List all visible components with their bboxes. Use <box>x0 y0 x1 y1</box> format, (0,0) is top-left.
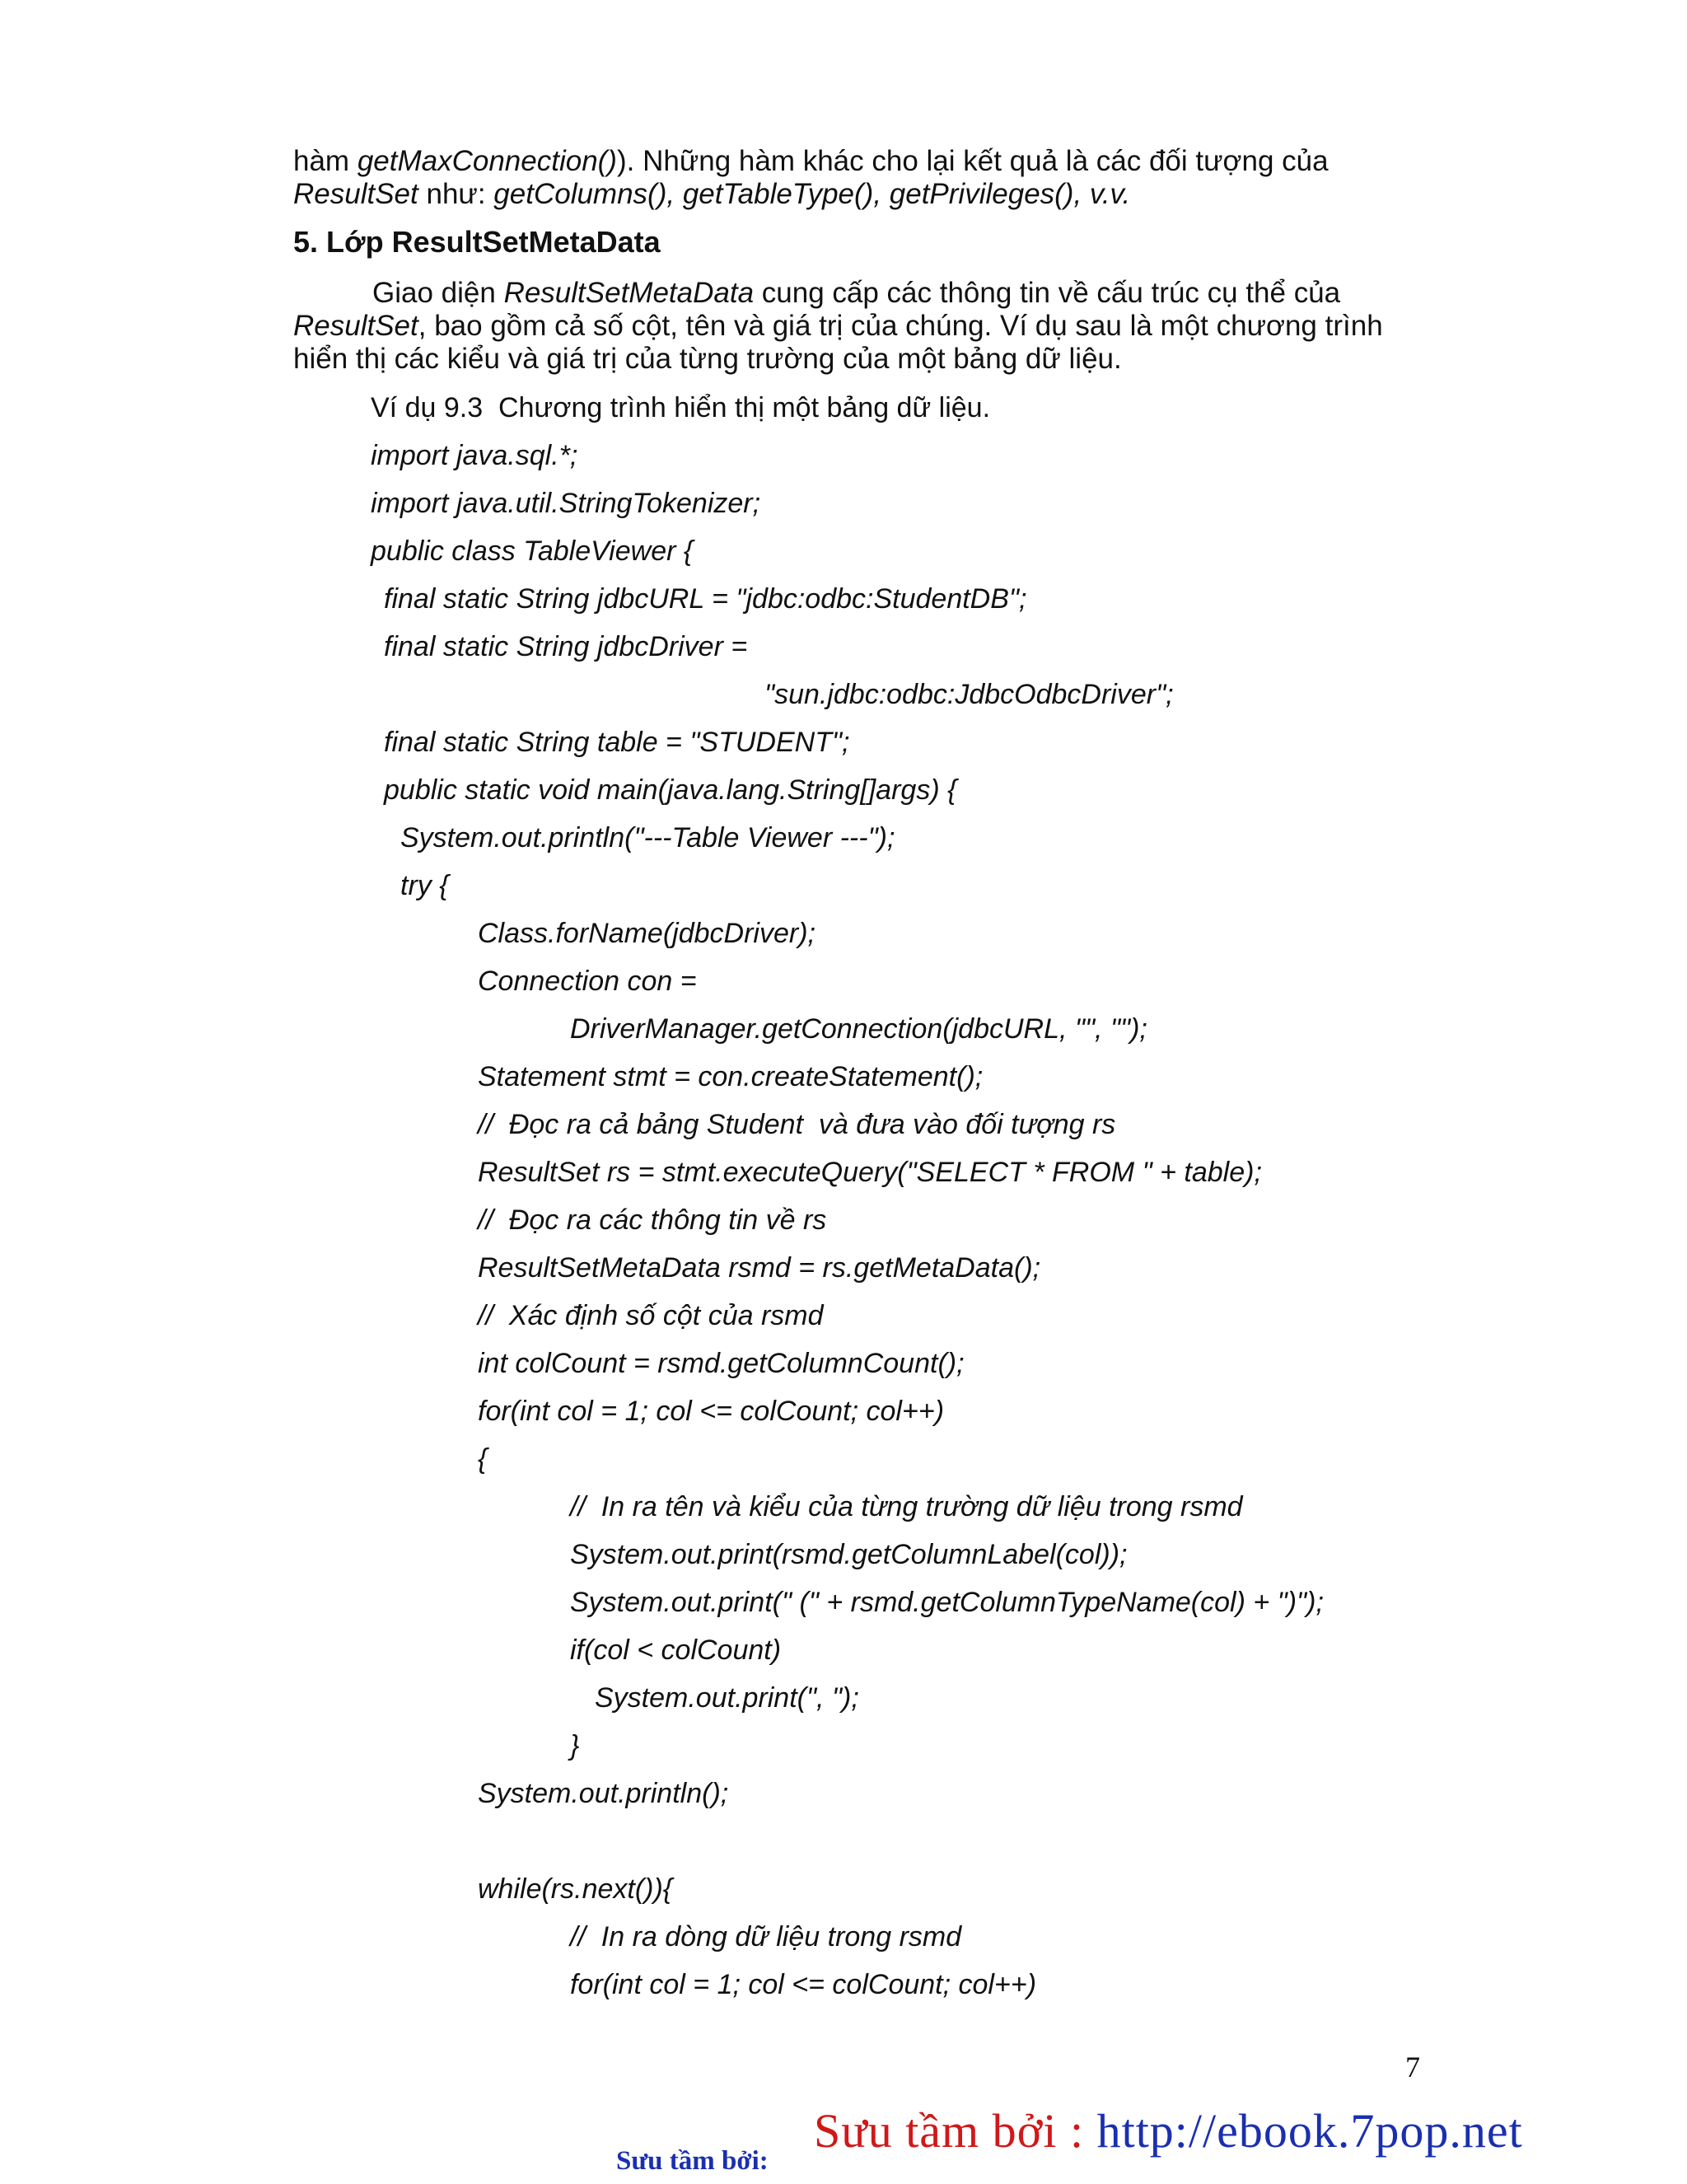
paragraph-text: , bao gồm cả số cột, tên và giá trị của chúng. Ví dụ sau là một chương trình <box>418 310 1383 342</box>
code-line: final static String jdbcURL = "jdbc:odbc:StudentDB"; <box>384 583 1027 615</box>
code-line: System.out.print(" (" + rsmd.getColumnTypeName(col) + ")"); <box>570 1587 1324 1618</box>
intro-text: ). Những hàm khác cho lại kết quả là các đối tượng của <box>616 145 1329 177</box>
code-line: public static void main(java.lang.String[]args) { <box>384 774 957 806</box>
code-line: Statement stmt = con.createStatement(); <box>478 1061 984 1092</box>
code-comment: // Đọc ra cả bảng Student và đưa vào đối tượng rs <box>478 1109 1116 1140</box>
paragraph-text: Giao diện <box>372 277 504 309</box>
method-name: getMaxConnection() <box>357 145 617 177</box>
footer-banner <box>814 2103 1523 2158</box>
footer-banner-url[interactable]: http://ebook.7pop.net <box>1096 2104 1523 2158</box>
code-line: System.out.print(", "); <box>595 1682 859 1714</box>
code-line: "sun.jdbc:odbc:JdbcOdbcDriver"; <box>764 679 1174 710</box>
code-line: ResultSetMetaData rsmd = rs.getMetaData(); <box>478 1252 1041 1284</box>
code-line: Connection con = <box>478 966 697 997</box>
example-caption: Ví dụ 9.3 Chương trình hiển thị một bảng dữ liệu. <box>371 392 991 423</box>
code-line: if(col < colCount) <box>570 1634 782 1666</box>
code-line: import java.sql.*; <box>371 440 578 471</box>
code-comment: // In ra dòng dữ liệu trong rsmd <box>570 1921 962 1953</box>
code-line: System.out.println("---Table Viewer ---"); <box>400 822 895 853</box>
intro-text: hàm <box>293 145 357 177</box>
class-name: ResultSet <box>293 310 418 342</box>
code-line: Class.forName(jdbcDriver); <box>478 918 815 949</box>
code-line: System.out.print(rsmd.getColumnLabel(col)); <box>570 1539 1128 1570</box>
code-line: int colCount = rsmd.getColumnCount(); <box>478 1348 965 1379</box>
class-name: ResultSet <box>293 178 418 210</box>
code-line: for(int col = 1; col <= colCount; col++) <box>570 1969 1037 2000</box>
footer-banner-prefix: Sưu tầm bởi : <box>814 2104 1097 2158</box>
code-comment: // In ra tên và kiểu của từng trường dữ liệu trong rsmd <box>570 1491 1243 1522</box>
code-line: System.out.println(); <box>478 1778 729 1809</box>
footer-credit: Sưu tầm bởi: <box>616 2146 769 2176</box>
code-line: DriverManager.getConnection(jdbcURL, "", ""); <box>570 1013 1147 1045</box>
code-line: { <box>478 1443 488 1475</box>
code-comment: // Đọc ra các thông tin về rs <box>478 1204 827 1236</box>
section-heading: 5. Lớp ResultSetMetaData <box>293 225 661 259</box>
code-line: final static String table = "STUDENT"; <box>384 727 850 758</box>
code-line: for(int col = 1; col <= colCount; col++) <box>478 1396 945 1427</box>
intro-paragraph <box>293 145 1428 211</box>
paragraph-text: cung cấp các thông tin về cấu trúc cụ thể của <box>754 277 1341 309</box>
code-comment: // Xác định số cột của rsmd <box>478 1300 824 1331</box>
code-line: public class TableViewer { <box>371 535 694 567</box>
section-paragraph <box>293 277 1428 376</box>
code-line: final static String jdbcDriver = <box>384 631 748 662</box>
page-number: 7 <box>1405 2051 1420 2083</box>
code-line: try { <box>400 870 449 901</box>
code-line: ResultSet rs = stmt.executeQuery("SELECT * FROM " + table); <box>478 1157 1262 1188</box>
code-line: import java.util.StringTokenizer; <box>371 488 761 519</box>
code-line: while(rs.next()){ <box>478 1873 673 1905</box>
intro-text: như: <box>418 178 494 210</box>
code-line: } <box>570 1730 580 1761</box>
class-name: ResultSetMetaData <box>503 277 755 309</box>
paragraph-text: hiển thị các kiểu và giá trị của từng trường của một bảng dữ liệu. <box>293 343 1122 375</box>
method-list: getColumns(), getTableType(), getPrivileges(), v.v. <box>493 178 1131 210</box>
